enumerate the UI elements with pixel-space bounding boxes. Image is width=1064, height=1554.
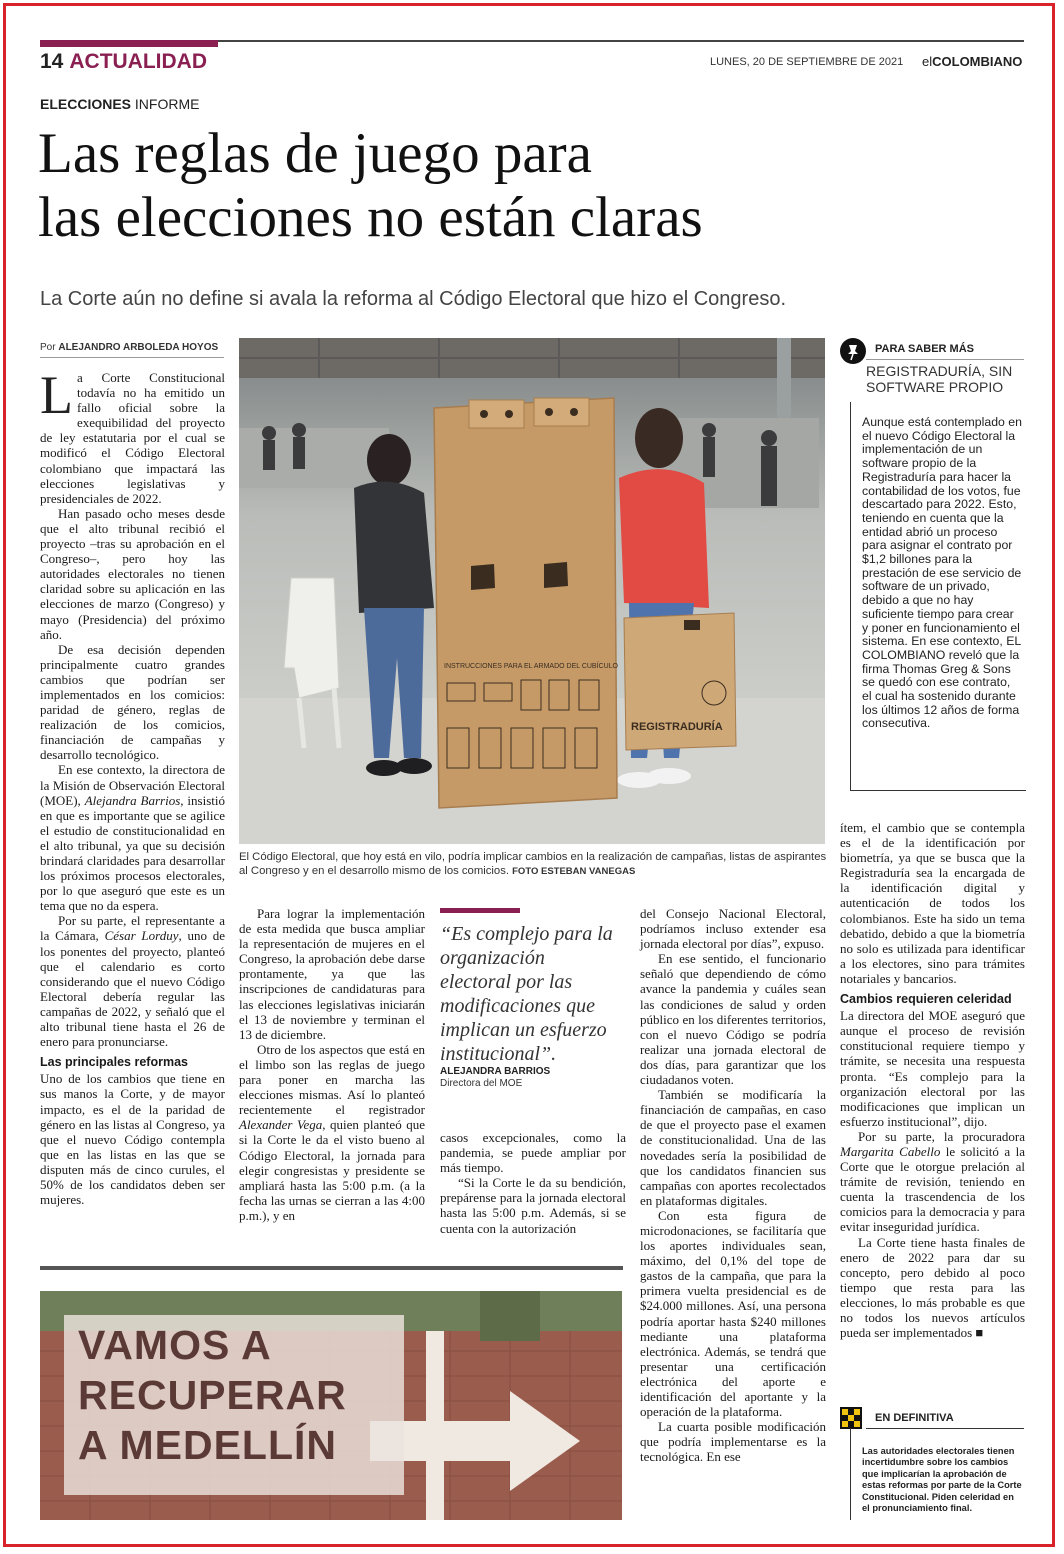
brand-name: COLOMBIANO [932,54,1023,69]
ad-line-3: A MEDELLÍN [78,1422,338,1468]
article-paragraph: La directora del MOE aseguró que aunque el proceso de revisión constitucional requiere tiempo y trámite, se necesita una respuesta pronta. “Es complejo para la organización electoral por las modificaciones que implican un esfuerzo institucional”, dijo. [840,1008,1025,1129]
sidebar-rule [866,359,1024,360]
article-paragraph: Uno de los cambios que tiene en sus manos la Corte, y de mayor impacto, es el de la paridad de género en las listas al Congreso, ya que el nuevo Código contempla que en las listas en las que se disputen más de cinco curules, el 50% de los candidatos deben ser mujeres. [40,1071,225,1208]
article-paragraph: En ese sentido, el funcionario señaló que dependiendo de cómo avance la pandemia y cuáles sean las condiciones de salud y orden público en los diferentes territorios, con el nuevo Código se podría realizar una jornada electoral de dos días, para garantizar que los ciudadanos voten. [640,951,826,1088]
kicker-type: INFORME [134,96,200,112]
brand-prefix: el [922,54,933,69]
headline [38,122,998,250]
article-paragraph: del Consejo Nacional Electoral, podríamos incluso extender esa jornada electoral por días”, expuso. [640,906,826,952]
article-column-5 [840,820,1025,1340]
article-paragraph: La Corte tiene hasta finales de enero de 2022 para dar su concepto, pero debido al poco tiempo que resta para las elecciones, lo más probable es que no todos los nuevos artículos pueda ser implementados ■ [840,1234,1025,1341]
article-paragraph [40,762,225,913]
paragraph-text: a Corte Constitucional todavía no ha emitido un fallo oficial sobre la exequibilidad del proyecto de ley estatutaria por el cual se modificó el Código Electoral colombiano que impactará las elecciones legislativas y presidenciales de 2022. [40,370,225,506]
ad-separator [40,1266,623,1270]
sidebar-title: REGISTRADURÍA, SIN SOFTWARE PROPIO [866,363,1013,395]
person-name: Margarita Cabello [840,1143,941,1159]
article-paragraph: ítem, el cambio que se contempla es el de la identificación por biometría, ya que se busca que la Registraduría sea la encargada de la identificación digital y autenticación de todos los colombianos. Este ha sido un tema debatido, debido a que la biometría no solo es utilizada para identificar a los electores, sino para trámites notariales y bancarios. [840,820,1025,986]
text-run: le solicitó a la Corte que le otorgue prelación al trámite de revisión, teniendo en cuenta la trascendencia de los comicios para la democracia y para evitar inseguridad jurídica. [840,1143,1026,1235]
headline-line-2: las elecciones no están claras [38,186,703,249]
booth-instructions-label: INSTRUCCIONES PARA EL ARMADO DEL CUBÍCULO [444,663,618,670]
person-name: Alexander Vega [239,1117,323,1133]
article-paragraph [40,365,225,506]
definitiva-label: EN DEFINITIVA [875,1412,954,1424]
article-photo [239,338,825,844]
byline [40,342,218,353]
text-run: , uno de los ponentes del proyecto, planteó que el calendario es corto considerando que el nuevo Código Electoral debería regular las campañas de 2022, y señaló que el alto tribunal tiene hasta el 26 de enero para pronunciarse. [40,928,225,1050]
person-name: Alejandra Barrios [84,792,181,808]
person-name: César Lorduy [104,928,179,944]
sidebar-text: Aunque está contemplado en el nuevo Código Electoral la implementación de un software propio de la Registraduría para hacer la contabilidad de los votos, fue descartado para 2022. Esto, teniendo en cuenta que la entidad abrió un proceso para asignar el contrato por $1,2 billones para la prestación de ese servicio de software de un privado, debido a que no hay suficiente tiempo para crear y poner en funcionamiento el sistema. En ese contexto, EL COLOMBIANO reveló que la firma Thomas Greg & Sons se quedó con ese contrato, el cual ha sostenido durante los últimos 12 años de forma consecutiva. [862,415,1022,731]
quote-author-role: Directora del MOE [440,1078,523,1089]
text-run: Otro de los aspectos que está en el limbo son las reglas de juego para poner en marcha las elecciones mismas. Así lo planteó recientemente el registrador [239,1041,425,1118]
definitiva-text: Las autoridades electorales tienen incertidumbre sobre los cambios que implicarían la aprobación de estas reformas por parte de la Corte Constitucional. Piden celeridad en el pronunciamiento final. [862,1446,1022,1514]
section-name: ACTUALIDAD [69,50,208,73]
voting-booth-photo [239,338,825,844]
text-run: , insistió en que es importante que se agilice el estudio de constitucionalidad en el alto tribunal, ya que su decisión brindará claridades para desarrollar los próximos procesos electorales, por lo que aseguró que este es un tema que no da espera. [40,792,225,914]
section-color-bar [40,40,218,47]
quote-author: ALEJANDRA BARRIOS [440,1066,551,1077]
article-paragraph: Para lograr la implementación de esta medida que busca ampliar la representación de mujeres en el Congreso, la aprobación debe darse prontamente, ya que las inscripciones de candidaturas para las elecciones legislativas iniciarán el 13 de noviembre y terminan el 13 de diciembre. [239,906,425,1042]
pull-quote: “Es complejo para la organización electoral por las modificaciones que implican un esfuerzo institucional”. [440,923,613,1065]
article-column-2 [239,906,425,1223]
byline-rule [40,357,224,358]
ad-line-1: VAMOS A [78,1322,272,1368]
subheadline: La Corte aún no define si avala la reforma al Código Electoral que hizo el Congreso. [40,288,786,310]
photo-caption [239,850,829,879]
ad-headline [78,1320,347,1470]
article-paragraph [239,1042,425,1223]
drop-cap: L [40,365,73,425]
article-paragraph: También se modificaría la financiación de campañas, en caso de que el proyecto pase el examen de constitucionalidad. Una de las novedades sería la posibilidad de que los candidatos financien sus campañas con aportes recolectados en plataformas digitales. [640,1087,826,1208]
article-paragraph: Con esta figura de microdonaciones, se facilitaría que los aportes individuales sean, máximo, del 0,1% del tope de gastos de la campaña, que para la primera vuelta presidencial es de $24.000 millones. Así, una persona podría aportar hasta $240 millones mediante una plataforma electrónica. Además, se tendrá que presentar una certificación electrónica del aporte e identificación del aportante y la operación de la plataforma. [640,1207,826,1420]
article-column-3 [440,1130,626,1236]
text-run: Por su parte, el representante a la Cámara, [40,913,225,944]
article-paragraph: “Si la Corte le da su bendición, prepárense para la jornada electoral hasta las 5:00 p.m. Además, si se cuenta con la autorización [440,1175,626,1236]
section-header [40,50,207,74]
page-number: 14 [40,50,64,73]
headline-line-1: Las reglas de juego para [38,122,592,185]
quote-accent-bar [440,908,520,913]
article-column-1 [40,365,225,1208]
newspaper-logo [922,54,1022,69]
text-run: , quien planteó que si la Corte le da el visto bueno al Código Electoral, la jornada para elegir congresistas y presidente se ampliará hasta las 5:00 p.m. (a la fecha las urnas se cierran a las 4:00 p.m.), y en [239,1117,425,1223]
text-run: Por su parte, la procuradora [858,1128,1025,1144]
section-subhead: Las principales reformas [40,1055,188,1070]
sidebar-label: PARA SABER MÁS [875,343,975,355]
pin-icon [840,338,866,364]
article-paragraph: De esa decisión dependen principalmente cuatro grandes cambios que podrían ser implementados en los comicios: paridad de género, reglas de realización de los comicios, financiación de campañas y desarrollo tecnológico. [40,641,225,763]
byline-prefix: Por [40,342,56,353]
kicker-topic: ELECCIONES [40,96,132,112]
kicker [40,96,199,112]
dateline: LUNES, 20 DE SEPTIEMBRE DE 2021 [710,56,904,68]
article-paragraph [40,913,225,1049]
article-paragraph: La cuarta posible modificación que podría implementarse es la tecnológica. En ese [640,1419,826,1465]
ad-line-2: RECUPERAR [78,1372,347,1418]
byline-author: ALEJANDRO ARBOLEDA HOYOS [58,342,219,353]
article-paragraph: casos excepcionales, como la pandemia, se puede ampliar por más tiempo. [440,1130,626,1176]
text-run: En ese contexto, la directora de la Misión de Observación Electoral (MOE), [40,762,225,808]
caption-text: El Código Electoral, que hoy está en vilo, podría implicar cambios en la realización de campañas, listas de aspirantes al Congreso y en el desarrollo mismo de los comicios. [239,851,827,877]
photo-credit: FOTO ESTEBAN VANEGAS [512,866,636,877]
box-registraduria-label: REGISTRADURÍA [631,721,723,733]
section-subhead: Cambios requieren celeridad [840,992,1012,1007]
article-paragraph [840,1129,1025,1235]
article-paragraph: Han pasado ocho meses desde que el alto tribunal recibió el proyecto –tras su aprobación en el Congreso–, pero hoy las autoridades electorales no tienen claridad sobre su aplicación en las elecciones de marzo (Congreso) y mayo (Presidencia) del próximo año. [40,505,225,642]
checkered-icon [840,1407,862,1429]
article-column-4 [640,906,826,1464]
